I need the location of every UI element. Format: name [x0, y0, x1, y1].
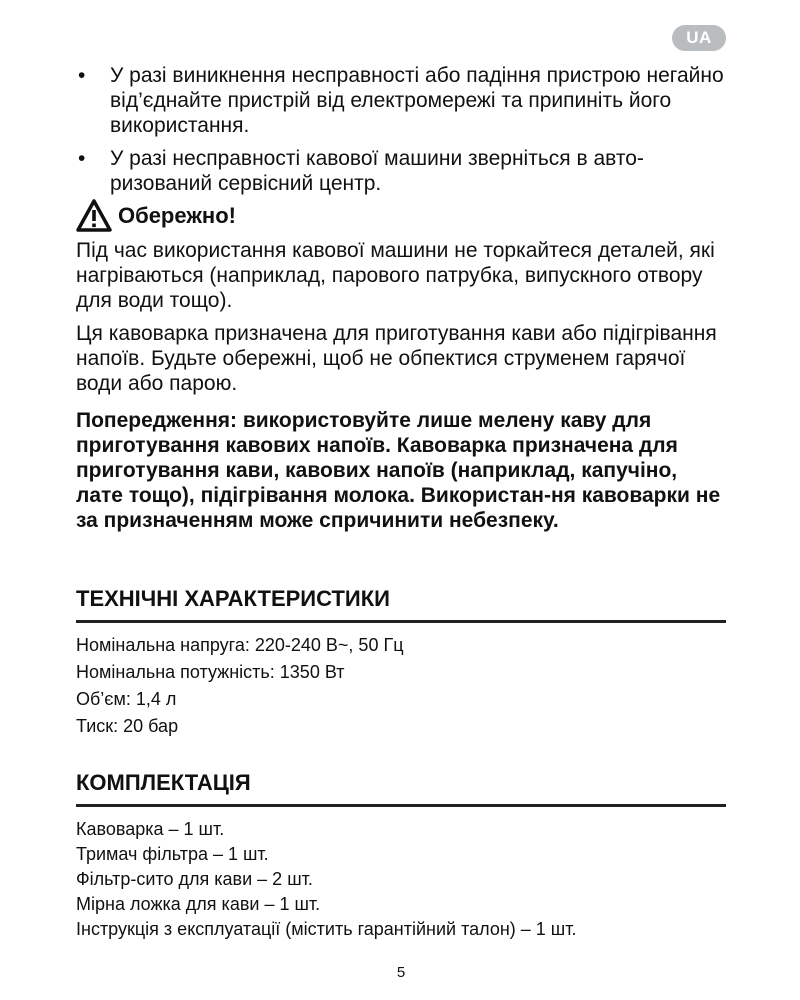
package-item: Тримач фільтра – 1 шт. — [76, 844, 269, 864]
caution-heading — [76, 198, 726, 234]
caution-title: Обережно! — [118, 203, 236, 228]
caution-paragraph: Ця кавоварка призначена для приготування кави або підігрівання напоїв. Будьте обережні, щоб не обпектися струменем гарячої води або парою. — [76, 322, 717, 395]
list-item — [76, 146, 726, 196]
package-item: Фільтр-сито для кави – 2 шт. — [76, 869, 313, 889]
bullet-marker: • — [78, 147, 86, 170]
bullet-marker: • — [78, 64, 86, 87]
spec-item: Тиск: 20 бар — [76, 716, 179, 736]
safety-bullet-list — [76, 63, 726, 204]
page-number: 5 — [396, 964, 406, 981]
package-item: Мірна ложка для кави – 1 шт. — [76, 894, 321, 914]
list-item — [76, 63, 726, 138]
caution-block — [76, 198, 726, 404]
warning-triangle-icon — [76, 199, 112, 233]
spec-item: Номінальна напруга: 220-240 В~, 50 Гц — [76, 635, 404, 655]
bullet-text: У разі несправності кавової машини зверніться в авто-ризований сервісний центр. — [110, 147, 644, 195]
caution-paragraph: Під час використання кавової машини не торкайтеся деталей, які нагріваються (наприклад, парового патрубка, випускного отвору для води тощо). — [76, 239, 715, 312]
manual-page — [76, 0, 726, 1000]
specs-section-title: ТЕХНІЧНІ ХАРАКТЕРИСТИКИ — [76, 586, 726, 623]
package-item: Кавоварка – 1 шт. — [76, 819, 225, 839]
package-item: Інструкція з експлуатації (містить гарантійний талон) – 1 шт. — [76, 919, 577, 939]
specs-list — [76, 633, 726, 738]
spec-item: Об’єм: 1,4 л — [76, 689, 177, 709]
package-section-title: КОМПЛЕКТАЦІЯ — [76, 770, 726, 807]
spec-item: Номінальна потужність: 1350 Вт — [76, 662, 345, 682]
bullet-text: У разі виникнення несправності або падіння пристрою негайно від’єднайте пристрій від електромережі та припиніть його використання. — [110, 64, 724, 137]
warning-paragraph: Попередження: використовуйте лише мелену каву для приготування кавових напоїв. Кавоварка призначена для приготування кави, кавових напоїв (наприклад, капучіно, лате тощо), підігрівання молока. Використан-ня кавоварки не за призначенням може спричинити небезпеку. — [76, 409, 721, 532]
package-list — [76, 817, 726, 942]
language-badge: UA — [672, 25, 726, 51]
